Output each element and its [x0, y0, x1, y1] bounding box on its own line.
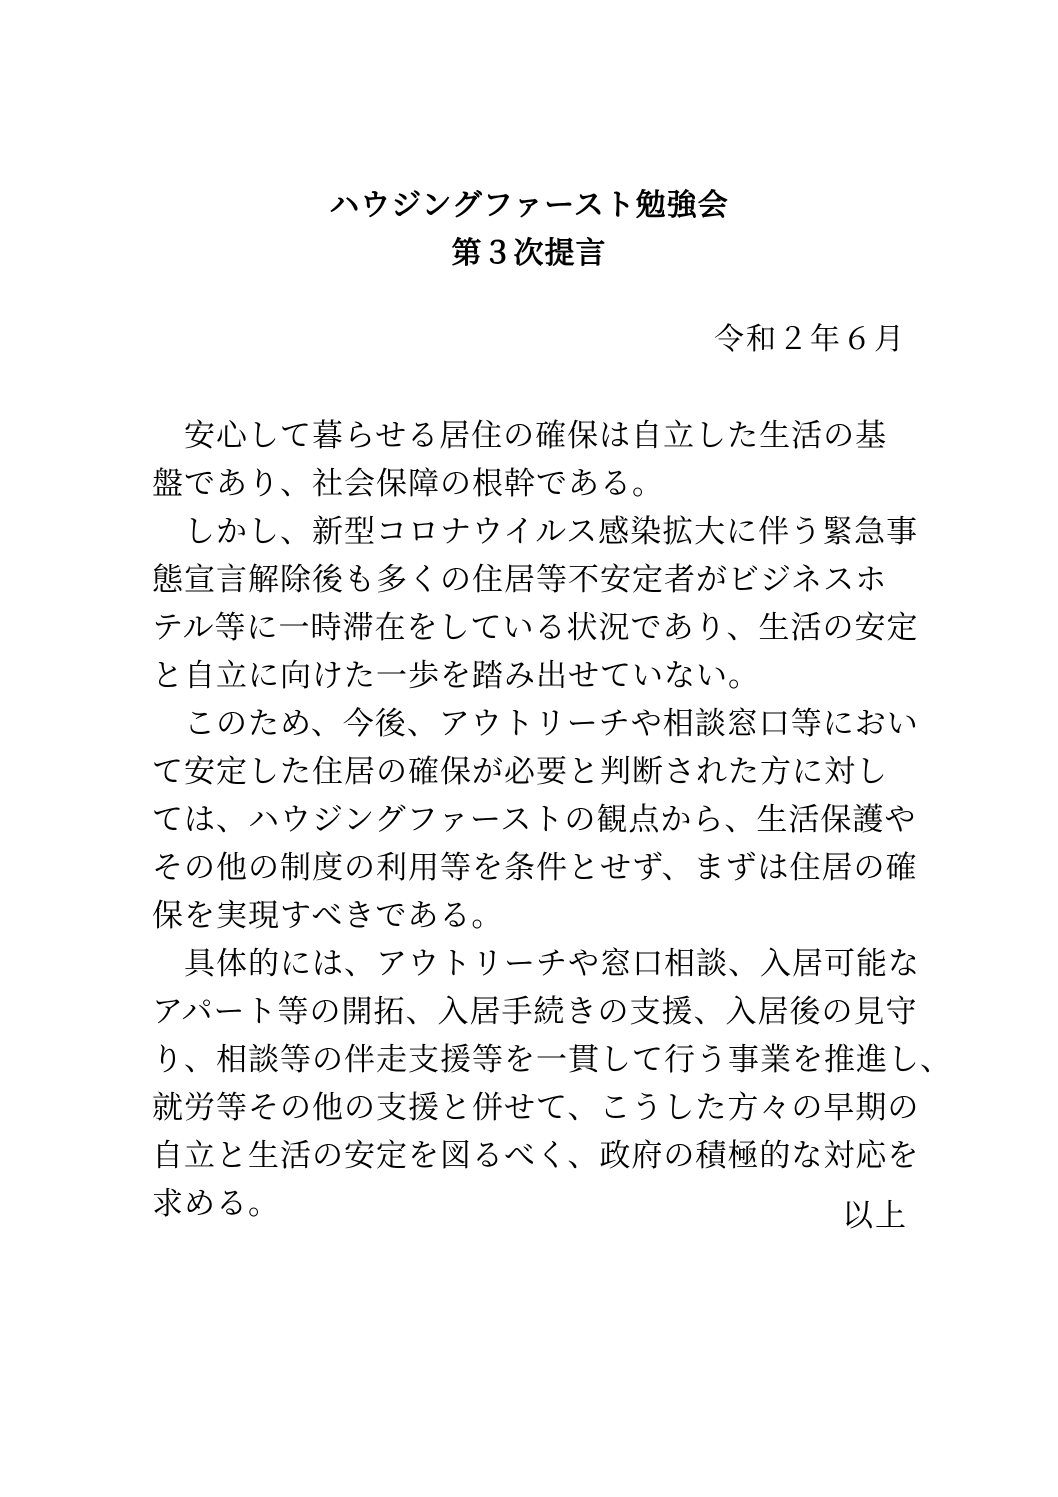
body-line: 安心して暮らせる居住の確保は自立した生活の基: [152, 418, 888, 454]
body-line: 就労等その他の支援と併せて、こうした方々の早期の: [152, 1090, 920, 1126]
body-line: しかし、新型コロナウイルス感染拡大に伴う緊急事: [152, 514, 919, 550]
body-line: り、相談等の伴走支援等を一貫して行う事業を推進し、: [152, 1042, 952, 1078]
body-line: このため、今後、アウトリーチや相談窓口等におい: [152, 706, 919, 742]
document-date: 令和２年６月: [714, 322, 906, 357]
body-line: 求める。: [152, 1186, 280, 1222]
body-line: テル等に一時滞在をしている状況であり、生活の安定: [152, 610, 919, 646]
closing-text: 以上: [842, 1198, 908, 1234]
document-title: ハウジングファースト勉強会: [329, 188, 729, 223]
body-line: アパート等の開拓、入居手続きの支援、入居後の見守: [152, 994, 918, 1030]
body-line: て安定した住居の確保が必要と判断された方に対し: [152, 754, 888, 790]
body-line: 自立と生活の安定を図るべく、政府の積極的な対応を: [152, 1138, 920, 1174]
body-line: 態宣言解除後も多くの住居等不安定者がビジネスホ: [152, 562, 888, 598]
body-line: 盤であり、社会保障の根幹である。: [152, 466, 664, 502]
body-line: 具体的には、アウトリーチや窓口相談、入居可能な: [152, 946, 920, 982]
document-subtitle: 第３次提言: [451, 236, 607, 271]
body-line: と自立に向けた一歩を踏み出せていない。: [152, 658, 760, 694]
body-line: ては、ハウジングファーストの観点から、生活保護や: [152, 802, 917, 838]
body-line: その他の制度の利用等を条件とせず、まずは住居の確: [152, 850, 918, 886]
body-line: 保を実現すべきである。: [152, 898, 504, 934]
